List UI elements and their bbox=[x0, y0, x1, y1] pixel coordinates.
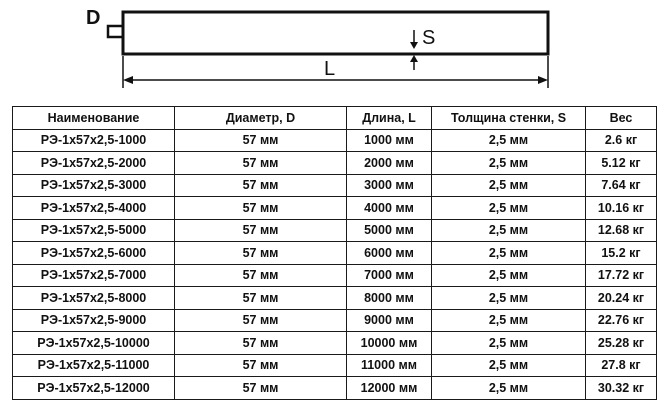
cell-length: 7000 мм bbox=[347, 264, 432, 287]
cell-diameter: 57 мм bbox=[175, 309, 347, 332]
cell-name: РЭ-1х57х2,5-8000 bbox=[13, 287, 175, 310]
cell-name: РЭ-1х57х2,5-5000 bbox=[13, 219, 175, 242]
table-row bbox=[13, 354, 657, 377]
cell-length: 8000 мм bbox=[347, 287, 432, 310]
cell-wall-thickness: 2,5 мм bbox=[432, 287, 586, 310]
cell-length: 1000 мм bbox=[347, 129, 432, 152]
cell-length: 12000 мм bbox=[347, 377, 432, 400]
cell-length: 2000 мм bbox=[347, 152, 432, 175]
cell-length: 3000 мм bbox=[347, 174, 432, 197]
table-row bbox=[13, 309, 657, 332]
cell-wall-thickness: 2,5 мм bbox=[432, 264, 586, 287]
header-name: Наименование bbox=[13, 107, 175, 130]
cell-wall-thickness: 2,5 мм bbox=[432, 377, 586, 400]
cell-name: РЭ-1х57х2,5-10000 bbox=[13, 332, 175, 355]
cell-wall-thickness: 2,5 мм bbox=[432, 152, 586, 175]
wall-thickness-label: S bbox=[422, 27, 436, 49]
cell-weight: 12.68 кг bbox=[586, 219, 657, 242]
cell-length: 5000 мм bbox=[347, 219, 432, 242]
table-body bbox=[13, 129, 657, 399]
cell-diameter: 57 мм bbox=[175, 287, 347, 310]
cell-diameter: 57 мм bbox=[175, 332, 347, 355]
cell-wall-thickness: 2,5 мм bbox=[432, 219, 586, 242]
cell-name: РЭ-1х57х2,5-3000 bbox=[13, 174, 175, 197]
cell-wall-thickness: 2,5 мм bbox=[432, 129, 586, 152]
length-arrowhead-left bbox=[123, 76, 133, 84]
cell-weight: 5.12 кг bbox=[586, 152, 657, 175]
cell-name: РЭ-1х57х2,5-6000 bbox=[13, 242, 175, 265]
table-row bbox=[13, 197, 657, 220]
header-wall-thickness: Толщина стенки, S bbox=[432, 107, 586, 130]
cell-wall-thickness: 2,5 мм bbox=[432, 197, 586, 220]
cell-diameter: 57 мм bbox=[175, 264, 347, 287]
header-weight: Вес bbox=[586, 107, 657, 130]
cell-name: РЭ-1х57х2,5-9000 bbox=[13, 309, 175, 332]
cell-wall-thickness: 2,5 мм bbox=[432, 242, 586, 265]
cell-wall-thickness: 2,5 мм bbox=[432, 354, 586, 377]
cell-name: РЭ-1х57х2,5-2000 bbox=[13, 152, 175, 175]
cell-diameter: 57 мм bbox=[175, 174, 347, 197]
cell-wall-thickness: 2,5 мм bbox=[432, 332, 586, 355]
header-diameter: Диаметр, D bbox=[175, 107, 347, 130]
cell-length: 6000 мм bbox=[347, 242, 432, 265]
cell-name: РЭ-1х57х2,5-11000 bbox=[13, 354, 175, 377]
cell-weight: 15.2 кг bbox=[586, 242, 657, 265]
cell-weight: 20.24 кг bbox=[586, 287, 657, 310]
cell-length: 4000 мм bbox=[347, 197, 432, 220]
diameter-label: D bbox=[86, 7, 101, 29]
pipe-stub bbox=[108, 26, 123, 37]
cell-name: РЭ-1х57х2,5-4000 bbox=[13, 197, 175, 220]
table-row bbox=[13, 129, 657, 152]
cell-weight: 30.32 кг bbox=[586, 377, 657, 400]
table-header-row bbox=[13, 107, 657, 130]
cell-length: 11000 мм bbox=[347, 354, 432, 377]
cell-diameter: 57 мм bbox=[175, 129, 347, 152]
table-row bbox=[13, 242, 657, 265]
wall-arrowhead-bottom bbox=[410, 55, 418, 62]
cell-diameter: 57 мм bbox=[175, 354, 347, 377]
cell-diameter: 57 мм bbox=[175, 377, 347, 400]
table-row bbox=[13, 287, 657, 310]
table-row bbox=[13, 152, 657, 175]
cell-wall-thickness: 2,5 мм bbox=[432, 309, 586, 332]
cell-weight: 7.64 кг bbox=[586, 174, 657, 197]
pipe-body bbox=[123, 12, 548, 54]
table-row bbox=[13, 219, 657, 242]
cell-diameter: 57 мм bbox=[175, 197, 347, 220]
pipe-diagram bbox=[0, 0, 667, 100]
cell-diameter: 57 мм bbox=[175, 152, 347, 175]
cell-weight: 25.28 кг bbox=[586, 332, 657, 355]
length-label: L bbox=[324, 58, 336, 80]
cell-weight: 2.6 кг bbox=[586, 129, 657, 152]
table-row bbox=[13, 174, 657, 197]
cell-diameter: 57 мм bbox=[175, 242, 347, 265]
specifications-table bbox=[12, 106, 657, 400]
cell-name: РЭ-1х57х2,5-1000 bbox=[13, 129, 175, 152]
length-arrowhead-right bbox=[538, 76, 548, 84]
cell-name: РЭ-1х57х2,5-7000 bbox=[13, 264, 175, 287]
cell-weight: 27.8 кг bbox=[586, 354, 657, 377]
cell-length: 10000 мм bbox=[347, 332, 432, 355]
cell-name: РЭ-1х57х2,5-12000 bbox=[13, 377, 175, 400]
table-row bbox=[13, 377, 657, 400]
table-row bbox=[13, 332, 657, 355]
cell-weight: 10.16 кг bbox=[586, 197, 657, 220]
table-row bbox=[13, 264, 657, 287]
cell-diameter: 57 мм bbox=[175, 219, 347, 242]
cell-wall-thickness: 2,5 мм bbox=[432, 174, 586, 197]
header-length: Длина, L bbox=[347, 107, 432, 130]
cell-weight: 17.72 кг bbox=[586, 264, 657, 287]
cell-length: 9000 мм bbox=[347, 309, 432, 332]
cell-weight: 22.76 кг bbox=[586, 309, 657, 332]
